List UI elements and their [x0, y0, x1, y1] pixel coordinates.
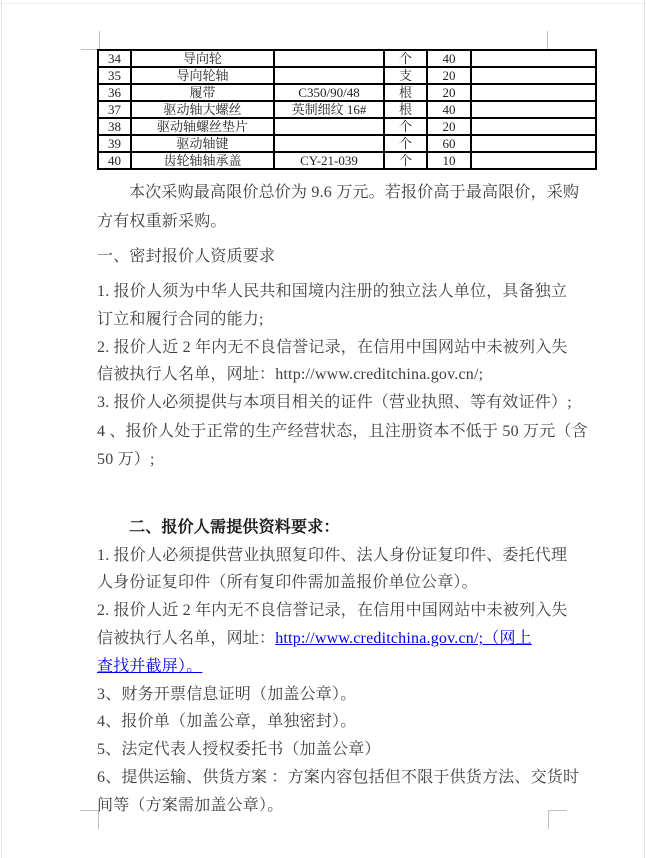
section1-item4-line1: 4 、报价人处于正常的生产经营状态，且注册资本不低于 50 万元（含: [97, 423, 588, 440]
crop-mark-bottom-right: [548, 810, 567, 829]
section2-item5: 5、法定代表人授权委托书（加盖公章）: [97, 741, 381, 758]
cell-unit: 根: [384, 84, 427, 101]
cell-name: 齿轮轴轴承盖: [131, 152, 274, 169]
section1-title: 一、密封报价人资质要求: [97, 248, 276, 265]
cell-no: 36: [98, 84, 131, 101]
cell-unit: 个: [384, 135, 427, 152]
cell-no: 38: [98, 118, 131, 135]
intro-line-1: 本次采购最高限价总价为 9.6 万元。若报价高于最高限价，采购: [129, 184, 580, 201]
table-row: [98, 118, 596, 135]
items-table: [97, 49, 597, 170]
section2-item1-line2: 人身份证复印件（所有复印件需加盖报价单位公章）。: [97, 574, 478, 591]
cell-spec: [274, 67, 384, 84]
cell-note: [471, 67, 596, 84]
cell-spec: CY-21-039: [274, 152, 384, 169]
cell-note: [471, 101, 596, 118]
cell-qty: 20: [427, 67, 471, 84]
link-prefix-text: 信被执行人名单，网址：: [97, 630, 276, 647]
cell-name: 驱动轴键: [131, 135, 274, 152]
cell-no: 37: [98, 101, 131, 118]
cell-spec: [274, 118, 384, 135]
section1-item2-line1: 2. 报价人近 2 年内无不良信誉记录，在信用中国网站中未被列入失: [97, 339, 568, 356]
table-row: [98, 135, 596, 152]
cell-qty: 40: [427, 101, 471, 118]
cell-note: [471, 118, 596, 135]
table-row: [98, 50, 596, 67]
section1-item4-line2: 50 万）;: [97, 451, 155, 468]
cell-no: 35: [98, 67, 131, 84]
section2-item2-line2: [97, 629, 532, 648]
cell-name: 驱动轴螺丝垫片: [131, 118, 274, 135]
section2-item1-line1: 1. 报价人必须提供营业执照复印件、法人身份证复印件、委托代理: [97, 547, 568, 564]
cell-unit: 支: [384, 67, 427, 84]
page-edge-left: [1, 0, 2, 858]
cell-qty: 40: [427, 50, 471, 67]
cell-note: [471, 152, 596, 169]
cell-note: [471, 84, 596, 101]
cell-name: 导向轮: [131, 50, 274, 67]
cell-unit: 个: [384, 152, 427, 169]
intro-line-2: 方有权重新采购。: [97, 213, 227, 230]
cell-qty: 20: [427, 118, 471, 135]
creditchina-link[interactable]: http://www.creditchina.gov.cn/;（网上: [275, 630, 532, 647]
cell-spec: 英制细纹 16#: [274, 101, 384, 118]
table-row: [98, 67, 596, 84]
cell-unit: 根: [384, 101, 427, 118]
table-row: [98, 101, 596, 118]
cell-unit: 个: [384, 118, 427, 135]
cell-name: 履带: [131, 84, 274, 101]
cell-spec: [274, 50, 384, 67]
section1-item1-line2: 订立和履行合同的能力;: [97, 311, 264, 328]
cell-unit: 个: [384, 50, 427, 67]
cell-no: 40: [98, 152, 131, 169]
section2-item6-line1: 6、提供运输、供货方案 ：方案内容包括但不限于供货方法、交货时: [97, 769, 580, 786]
section1-item3: 3. 报价人必须提供与本项目相关的证件（营业执照、等有效证件）;: [97, 394, 572, 411]
section2-item4: 4、报价单（加盖公章，单独密封）。: [97, 713, 357, 730]
cell-qty: 10: [427, 152, 471, 169]
cell-no: 34: [98, 50, 131, 67]
section2-item2-line3: [97, 657, 202, 676]
section1-item2-line2: 信被执行人名单，网址：http://www.creditchina.gov.cn/;: [97, 366, 484, 383]
cell-spec: C350/90/48: [274, 84, 384, 101]
cell-name: 驱动轴大螺丝: [131, 101, 274, 118]
cell-spec: [274, 135, 384, 152]
cell-no: 39: [98, 135, 131, 152]
section2-item2-line1: 2. 报价人近 2 年内无不良信誉记录，在信用中国网站中未被列入失: [97, 602, 568, 619]
page-edge-top: [0, 3, 646, 4]
cell-qty: 20: [427, 84, 471, 101]
cell-name: 导向轮轴: [131, 67, 274, 84]
creditchina-link-continued[interactable]: 查找并截屏）。: [97, 658, 203, 675]
crop-mark-top-right: [547, 31, 566, 50]
cell-note: [471, 135, 596, 152]
section2-title: 二、报价人需提供资料要求：: [129, 519, 340, 536]
cell-note: [471, 50, 596, 67]
section1-item1-line1: 1. 报价人须为中华人民共和国境内注册的独立法人单位，具备独立: [97, 283, 568, 300]
page-edge-right: [644, 0, 645, 858]
section2-item6-line2: 间等（方案需加盖公章）。: [97, 797, 284, 814]
table-row: [98, 84, 596, 101]
cell-qty: 60: [427, 135, 471, 152]
section2-item3: 3、财务开票信息证明（加盖公章）。: [97, 686, 357, 703]
crop-mark-top-left: [81, 31, 100, 50]
table-row: [98, 152, 596, 169]
